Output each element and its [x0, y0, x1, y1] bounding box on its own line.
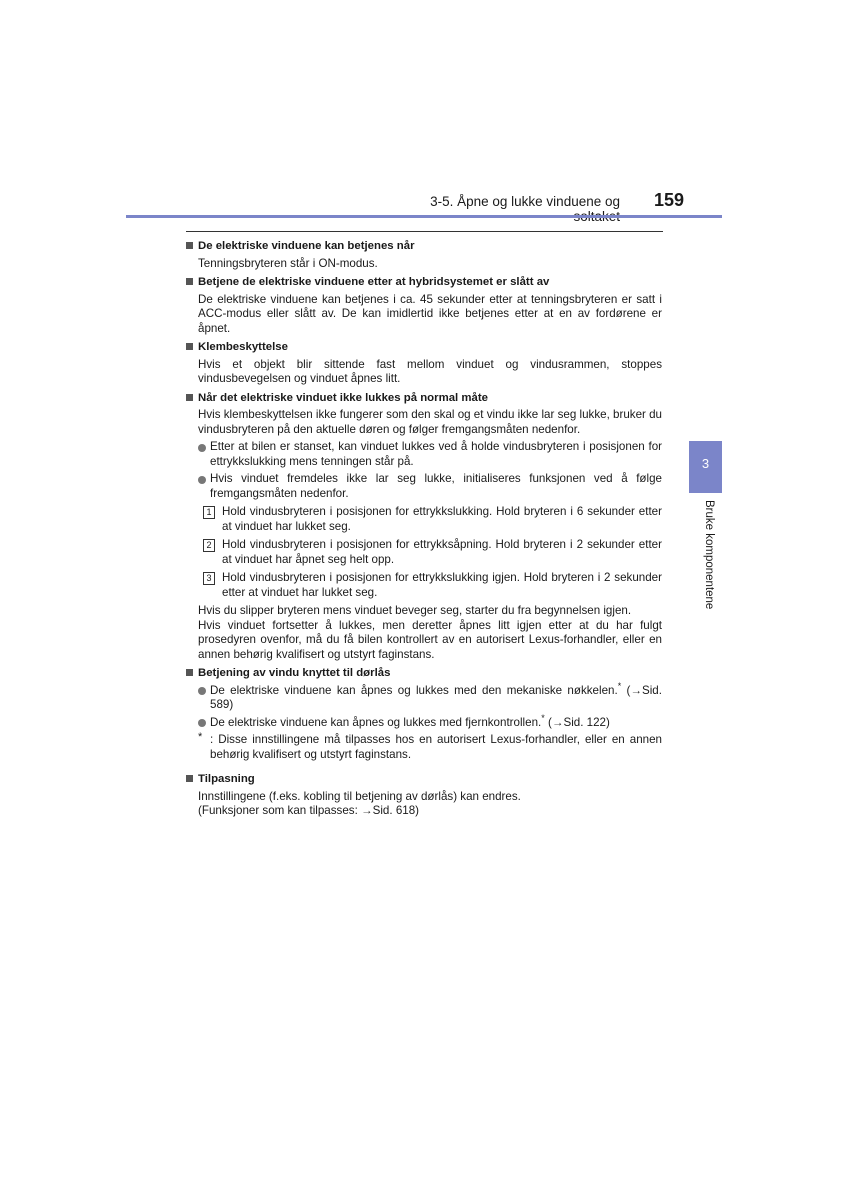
chapter-tab: 3 — [689, 441, 722, 493]
section-text: De elektriske vinduene kan betjenes i ca. 45 sekunder etter at tenningsbryteren er satt i ACC-modus eller slått av. De kan imidlertid ikke betjenes etter at en av fordørene er åpnet. — [198, 292, 662, 335]
section-text: Hvis du slipper bryteren mens vinduet beveger seg, starter du fra begynnelsen igjen. — [198, 604, 632, 617]
bullet-text: De elektriske vinduene kan åpnes og lukkes med den mekaniske nøkkelen. — [210, 683, 618, 697]
bullet-text: De elektriske vinduene kan åpnes og lukkes med fjernkontrollen. — [210, 715, 542, 729]
section-heading: Når det elektriske vinduet ikke lukkes på normal måte — [198, 391, 488, 404]
section-door-lock-window — [186, 666, 662, 762]
list-item — [186, 472, 662, 501]
chapter-side-label: Bruke komponentene — [703, 500, 715, 610]
section-text: (Funksjoner som kan tilpasses: →Sid. 618) — [198, 804, 420, 817]
round-bullet-icon — [198, 719, 206, 727]
section-text: Hvis et objekt blir sittende fast mellom vinduet og vindusrammen, stoppes vindusbevegelsen og vinduet åpnes litt. — [198, 357, 662, 385]
step-number: 2 — [203, 539, 215, 552]
list-item — [186, 712, 662, 731]
square-bullet-icon — [186, 278, 193, 285]
asterisk-mark: * — [541, 712, 545, 723]
step-item — [186, 505, 662, 534]
section-header-title: 3-5. Åpne og lukke vinduene og — [430, 194, 620, 209]
step-item — [186, 571, 662, 600]
section-after-hybrid-off — [186, 275, 662, 336]
footnote-text: : Disse innstillingene må tilpasses hos en autorisert Lexus-forhandler, eller en annen behørig kvalifisert og utstyrt faginstans. — [210, 733, 662, 761]
square-bullet-icon — [186, 394, 193, 401]
step-item — [186, 538, 662, 567]
section-operable-when — [186, 239, 662, 271]
page-content — [186, 239, 662, 823]
bullet-text: Hvis vinduet fremdeles ikke lar seg lukke, initialiseres funksjonen ved å følge fremgangsmåten nedenfor. — [210, 472, 662, 500]
section-heading: Betjene de elektriske vinduene etter at hybridsystemet er slått av — [198, 276, 550, 288]
section-jam-protection — [186, 340, 662, 387]
section-heading: De elektriske vinduene kan betjenes når — [198, 240, 415, 252]
section-window-not-closing — [186, 391, 662, 663]
round-bullet-icon — [198, 687, 206, 695]
step-text: Hold vindusbryteren i posisjonen for ettrykkslukking igjen. Hold bryteren i 2 sekunder etter at vinduet har lukket seg. — [222, 571, 662, 599]
step-number: 1 — [203, 506, 215, 519]
page-number: 159 — [653, 190, 684, 210]
square-bullet-icon — [186, 775, 193, 782]
section-text: Hvis vinduet fortsetter å lukkes, men deretter åpnes litt igjen etter at du har fulgt prosedyren ovenfor, må du få bilen kontrollert av en autorisert Lexus-forhandler, eller en annen behørig kvalifisert og utstyrt faginstans. — [198, 618, 662, 661]
list-item — [186, 680, 662, 713]
section-heading: Klembeskyttelse — [198, 341, 288, 353]
square-bullet-icon — [186, 242, 193, 249]
content-divider — [186, 231, 663, 232]
round-bullet-icon — [198, 476, 206, 484]
section-customization — [186, 772, 662, 819]
footnote-asterisk: * — [198, 731, 203, 743]
step-number: 3 — [203, 572, 215, 585]
bullet-text: Etter at bilen er stanset, kan vinduet lukkes ved å holde vindusbryteren i posisjonen for ettrykkslukking mens tenningen står på. — [210, 440, 662, 468]
footnote — [186, 733, 662, 762]
square-bullet-icon — [186, 669, 193, 676]
section-text: Innstillingene (f.eks. kobling til betjening av dørlås) kan endres. — [198, 789, 521, 803]
page-reference: (→Sid. 122) — [544, 715, 610, 729]
section-intro: Hvis klembeskyttelsen ikke fungerer som den skal og et vindu ikke lar seg lukke, bruker du vindusbryteren på den aktuelle døren og følger fremgangsmåten nedenfor. — [198, 408, 662, 436]
asterisk-mark: * — [617, 680, 622, 691]
step-text: Hold vindusbryteren i posisjonen for ettrykkslukking. Hold bryteren i 6 sekunder etter at vinduet har lukket seg. — [222, 505, 662, 533]
section-text: Tenningsbryteren står i ON-modus. — [198, 256, 378, 270]
step-text: Hold vindusbryteren i posisjonen for ettrykksåpning. Hold bryteren i 2 sekunder etter at vinduet har åpnet seg helt opp. — [222, 538, 662, 566]
section-heading: Tilpasning — [198, 773, 255, 785]
square-bullet-icon — [186, 343, 193, 350]
page-reference: (→Sid. 589) — [210, 683, 662, 711]
round-bullet-icon — [198, 444, 206, 452]
header-divider — [126, 215, 722, 218]
section-heading: Betjening av vindu knyttet til dørlås — [198, 667, 391, 679]
list-item — [186, 440, 662, 469]
